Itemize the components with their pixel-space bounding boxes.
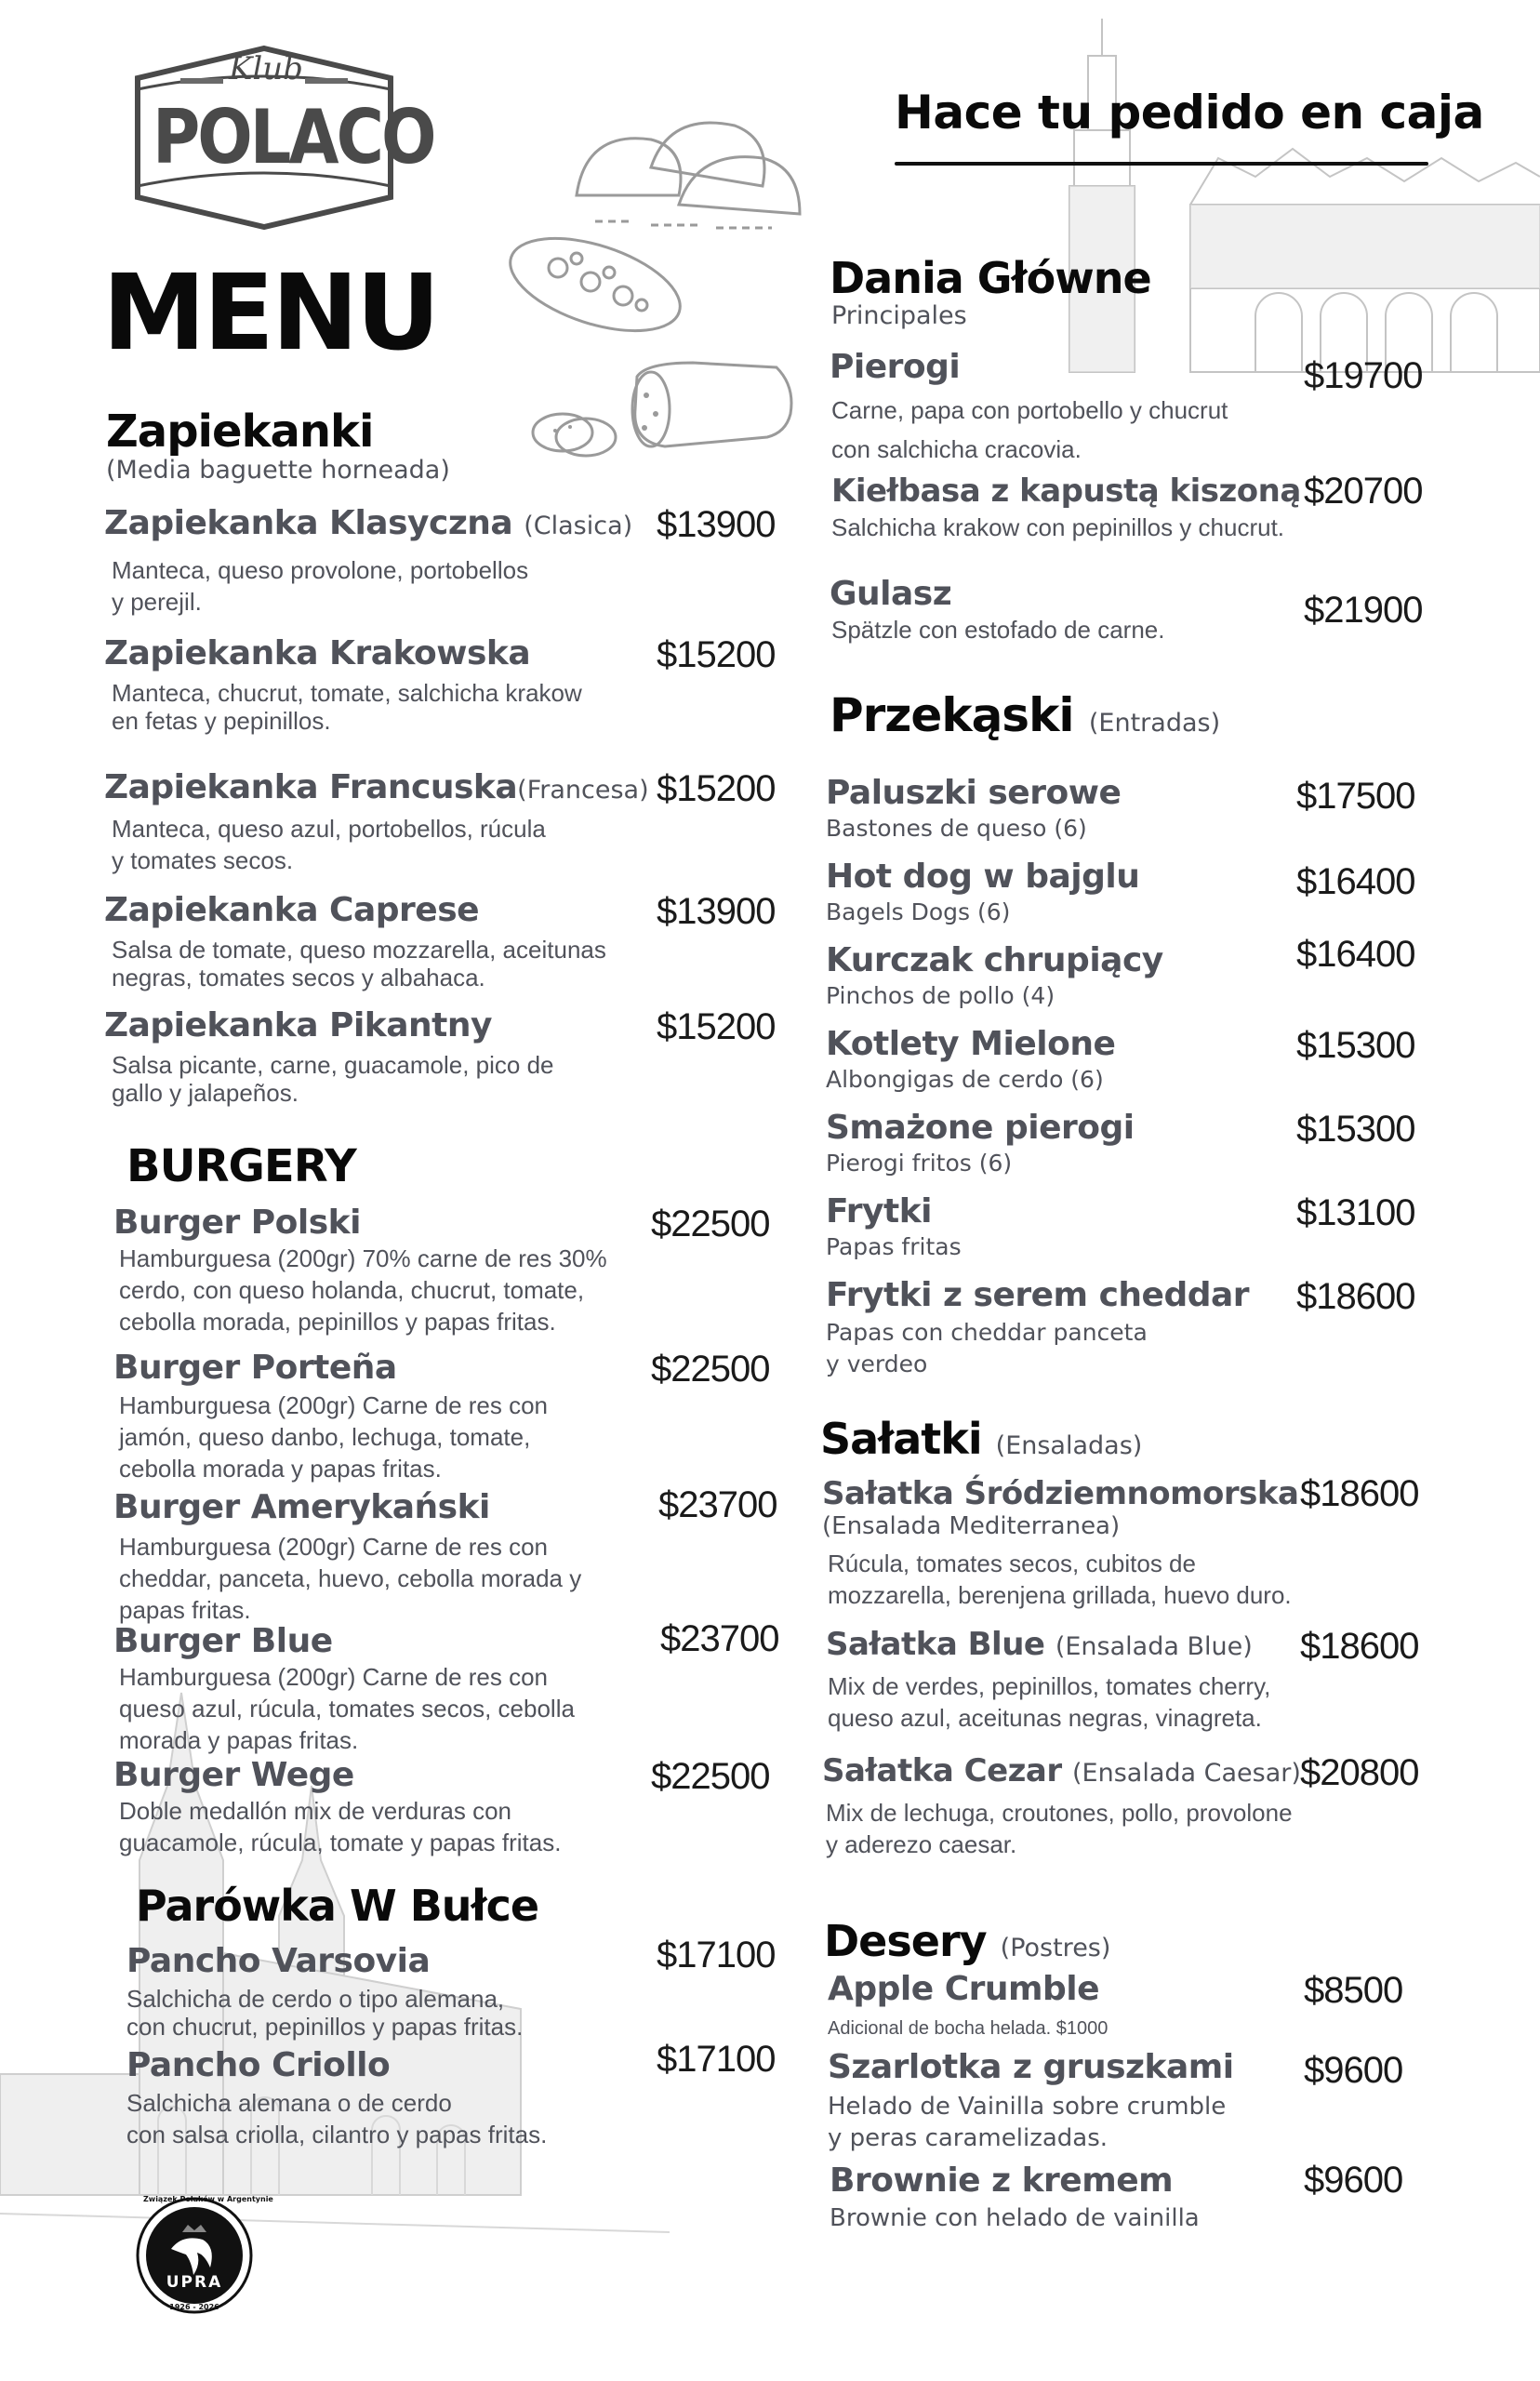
item-price: $21900 — [1304, 590, 1423, 631]
item-name — [104, 504, 632, 542]
section-przekaski-title: Przekąski — [830, 688, 1074, 742]
item-description: Papas con cheddar panceta y verdeo — [826, 1319, 1148, 1377]
item-description: Brownie con helado de vainilla — [830, 2204, 1200, 2232]
item-name: Burger Wege — [113, 1756, 354, 1794]
item-description: Helado de Vainilla sobre crumble y peras caramelizadas. — [828, 2093, 1227, 2152]
item-price: $16400 — [1296, 934, 1415, 975]
item-price: $15200 — [657, 1006, 776, 1047]
section-salatki — [820, 1414, 1142, 1464]
item-name: Burger Amerykański — [113, 1488, 490, 1526]
item-price: $22500 — [651, 1204, 770, 1244]
item-price: $16400 — [1296, 861, 1415, 902]
item-name: Burger Blue — [113, 1622, 333, 1660]
logo-script-text: Klub — [229, 50, 303, 87]
item-name — [104, 768, 649, 806]
section-zapiekanki-title: Zapiekanki — [106, 406, 374, 458]
item-price: $9600 — [1304, 2050, 1403, 2091]
item-name: Sałatka Śródziemnomorska — [822, 1475, 1299, 1512]
item-price: $15300 — [1296, 1109, 1415, 1150]
zapiekanka-illustration — [502, 231, 688, 342]
klub-polaco-logo — [132, 45, 434, 231]
item-description: Hamburguesa (200gr) 70% carne de res 30% cerdo, con queso holanda, chucrut, tomate, cebolla morada, pepinillos y papas fritas. — [119, 1244, 607, 1336]
item-price: $19700 — [1304, 355, 1423, 396]
section-parowka-title: Parówka W Bułce — [136, 1881, 539, 1931]
item-name-text: Sałatka Blue — [826, 1626, 1045, 1663]
badge-ring-text: Związek Polaków w Argentynie — [143, 2195, 273, 2203]
sausage-illustration — [525, 358, 804, 460]
item-name: Paluszki serowe — [826, 774, 1122, 812]
item-note: (Clasica) — [524, 512, 633, 540]
item-note: (Ensalada Blue) — [1055, 1632, 1253, 1661]
badge-name: UPRA — [166, 2273, 223, 2292]
item-name: Szarlotka z gruszkami — [828, 2048, 1234, 2086]
item-name: Hot dog w bajglu — [826, 858, 1140, 896]
item-price: $15300 — [1296, 1025, 1415, 1066]
logo-main-text: POLACO — [153, 93, 434, 181]
item-description: Spätzle con estofado de carne. — [831, 616, 1165, 644]
item-description: Salsa de tomate, queso mozzarella, aceitunas negras, tomates secos y albahaca. — [112, 936, 606, 991]
item-price: $17100 — [657, 2039, 776, 2080]
item-name: Pierogi — [830, 348, 961, 386]
item-price: $23700 — [660, 1618, 779, 1659]
item-price: $20800 — [1300, 1752, 1419, 1793]
menu-title: MENU — [102, 253, 438, 374]
item-price: $17100 — [657, 1935, 776, 1975]
item-description: Manteca, queso azul, portobellos, rúcula y tomates secos. — [112, 815, 546, 874]
item-price: $20700 — [1304, 471, 1423, 512]
item-price: $22500 — [651, 1349, 770, 1390]
section-przekaski-subtitle: (Entradas) — [1088, 709, 1221, 738]
item-name: Kotlety Mielone — [826, 1025, 1116, 1063]
item-description: Rúcula, tomates secos, cubitos de mozzarella, berenjena grillada, huevo duro. — [828, 1550, 1292, 1609]
item-name-text: Zapiekanka Klasyczna — [104, 504, 513, 542]
item-price: $9600 — [1304, 2160, 1403, 2201]
item-name — [826, 1626, 1253, 1663]
item-price: $22500 — [651, 1756, 770, 1797]
section-desery — [824, 1916, 1110, 1966]
item-name: Kurczak chrupiący — [826, 941, 1163, 979]
item-description: Papas fritas — [826, 1233, 962, 1260]
item-name: Apple Crumble — [828, 1970, 1100, 2008]
item-description: Bastones de queso (6) — [826, 815, 1087, 842]
item-description: Pierogi fritos (6) — [826, 1150, 1013, 1177]
section-dania-subtitle: Principales — [831, 301, 967, 330]
section-salatki-subtitle: (Ensaladas) — [995, 1431, 1143, 1460]
item-description: Hamburguesa (200gr) Carne de res con queso azul, rúcula, tomates secos, cebolla morada y papas fritas. — [119, 1663, 575, 1754]
item-description: Carne, papa con portobello y chucrut con salchicha cracovia. — [831, 396, 1228, 463]
item-name: Frytki — [826, 1192, 932, 1230]
item-price: $18600 — [1296, 1276, 1415, 1317]
item-description: Mix de verdes, pepinillos, tomates cherry, queso azul, aceitunas negras, vinagreta. — [828, 1672, 1271, 1732]
item-description: Mix de lechuga, croutones, pollo, provolone y aderezo caesar. — [826, 1799, 1293, 1858]
item-description: Adicional de bocha helada. $1000 — [828, 2018, 1109, 2039]
item-name: Zapiekanka Pikantny — [104, 1006, 492, 1044]
item-description: Hamburguesa (200gr) Carne de res con cheddar, panceta, huevo, cebolla morada y papas fritas. — [119, 1533, 582, 1624]
item-name-text: Zapiekanka Francuska — [104, 768, 518, 806]
order-note-divider — [895, 162, 1428, 166]
section-przekaski — [830, 688, 1220, 742]
item-description: Salchicha krakow con pepinillos y chucrut. — [831, 513, 1285, 541]
item-name: Pancho Varsovia — [126, 1942, 431, 1980]
item-name: Burger Porteña — [113, 1349, 397, 1387]
item-price: $18600 — [1300, 1626, 1419, 1667]
item-name: Brownie z kremem — [830, 2162, 1174, 2200]
item-name: Pancho Criollo — [126, 2046, 391, 2084]
item-description: Pinchos de pollo (4) — [826, 982, 1055, 1009]
item-description: Hamburguesa (200gr) Carne de res con jamón, queso danbo, lechuga, tomate, cebolla morada y papas fritas. — [119, 1391, 549, 1483]
item-name: Kiełbasa z kapustą kiszoną — [831, 472, 1301, 510]
item-price: $15200 — [657, 634, 776, 675]
item-name: Frytki z serem cheddar — [826, 1276, 1250, 1314]
item-name — [822, 1752, 1301, 1789]
item-description: Doble medallón mix de verduras con guacamole, rúcula, tomate y papas fritas. — [119, 1797, 562, 1856]
item-price: $13900 — [657, 504, 776, 545]
item-price: $13100 — [1296, 1192, 1415, 1233]
order-note: Hace tu pedido en caja — [895, 86, 1484, 140]
item-price: $15200 — [657, 768, 776, 809]
item-price: $18600 — [1300, 1473, 1419, 1514]
item-description: Salchicha alemana o de cerdo con salsa criolla, cilantro y papas fritas. — [126, 2089, 548, 2148]
item-name: Gulasz — [830, 575, 952, 613]
upra-badge — [136, 2195, 273, 2314]
section-zapiekanki-subtitle: (Media baguette horneada) — [106, 456, 450, 485]
pierogi-illustration — [567, 112, 809, 233]
section-burgery-title: BURGERY — [126, 1140, 356, 1192]
item-price: $23700 — [658, 1484, 777, 1525]
item-note: (Ensalada Caesar) — [1072, 1759, 1301, 1788]
item-price: $13900 — [657, 891, 776, 932]
item-name: Burger Polski — [113, 1204, 361, 1242]
section-salatki-title: Sałatki — [820, 1414, 982, 1464]
item-price: $8500 — [1304, 1970, 1403, 2011]
item-description: Albongigas de cerdo (6) — [826, 1066, 1104, 1093]
item-name: Smażone pierogi — [826, 1109, 1135, 1147]
item-name-text: Sałatka Cezar — [822, 1752, 1062, 1789]
item-description: Bagels Dogs (6) — [826, 898, 1011, 925]
item-price: $17500 — [1296, 776, 1415, 817]
item-description: Manteca, queso provolone, portobellos y perejil. — [112, 556, 529, 616]
section-dania-title: Dania Główne — [830, 253, 1151, 303]
badge-years: 1926 - 2026 — [169, 2303, 219, 2311]
section-desery-subtitle: (Postres) — [1000, 1934, 1111, 1962]
item-name: Zapiekanka Krakowska — [104, 634, 531, 672]
section-desery-title: Desery — [824, 1916, 987, 1966]
item-note: (Francesa) — [517, 776, 649, 805]
item-description: Salsa picante, carne, guacamole, pico de gallo y jalapeños. — [112, 1051, 554, 1107]
cloth-hall-illustration — [1051, 19, 1540, 391]
item-description: Manteca, chucrut, tomate, salchicha krakow en fetas y pepinillos. — [112, 679, 582, 735]
item-note: (Ensalada Mediterranea) — [822, 1512, 1121, 1540]
item-description: Salchicha de cerdo o tipo alemana, con chucrut, pepinillos y papas fritas. — [126, 1985, 524, 2041]
item-name: Zapiekanka Caprese — [104, 891, 480, 929]
